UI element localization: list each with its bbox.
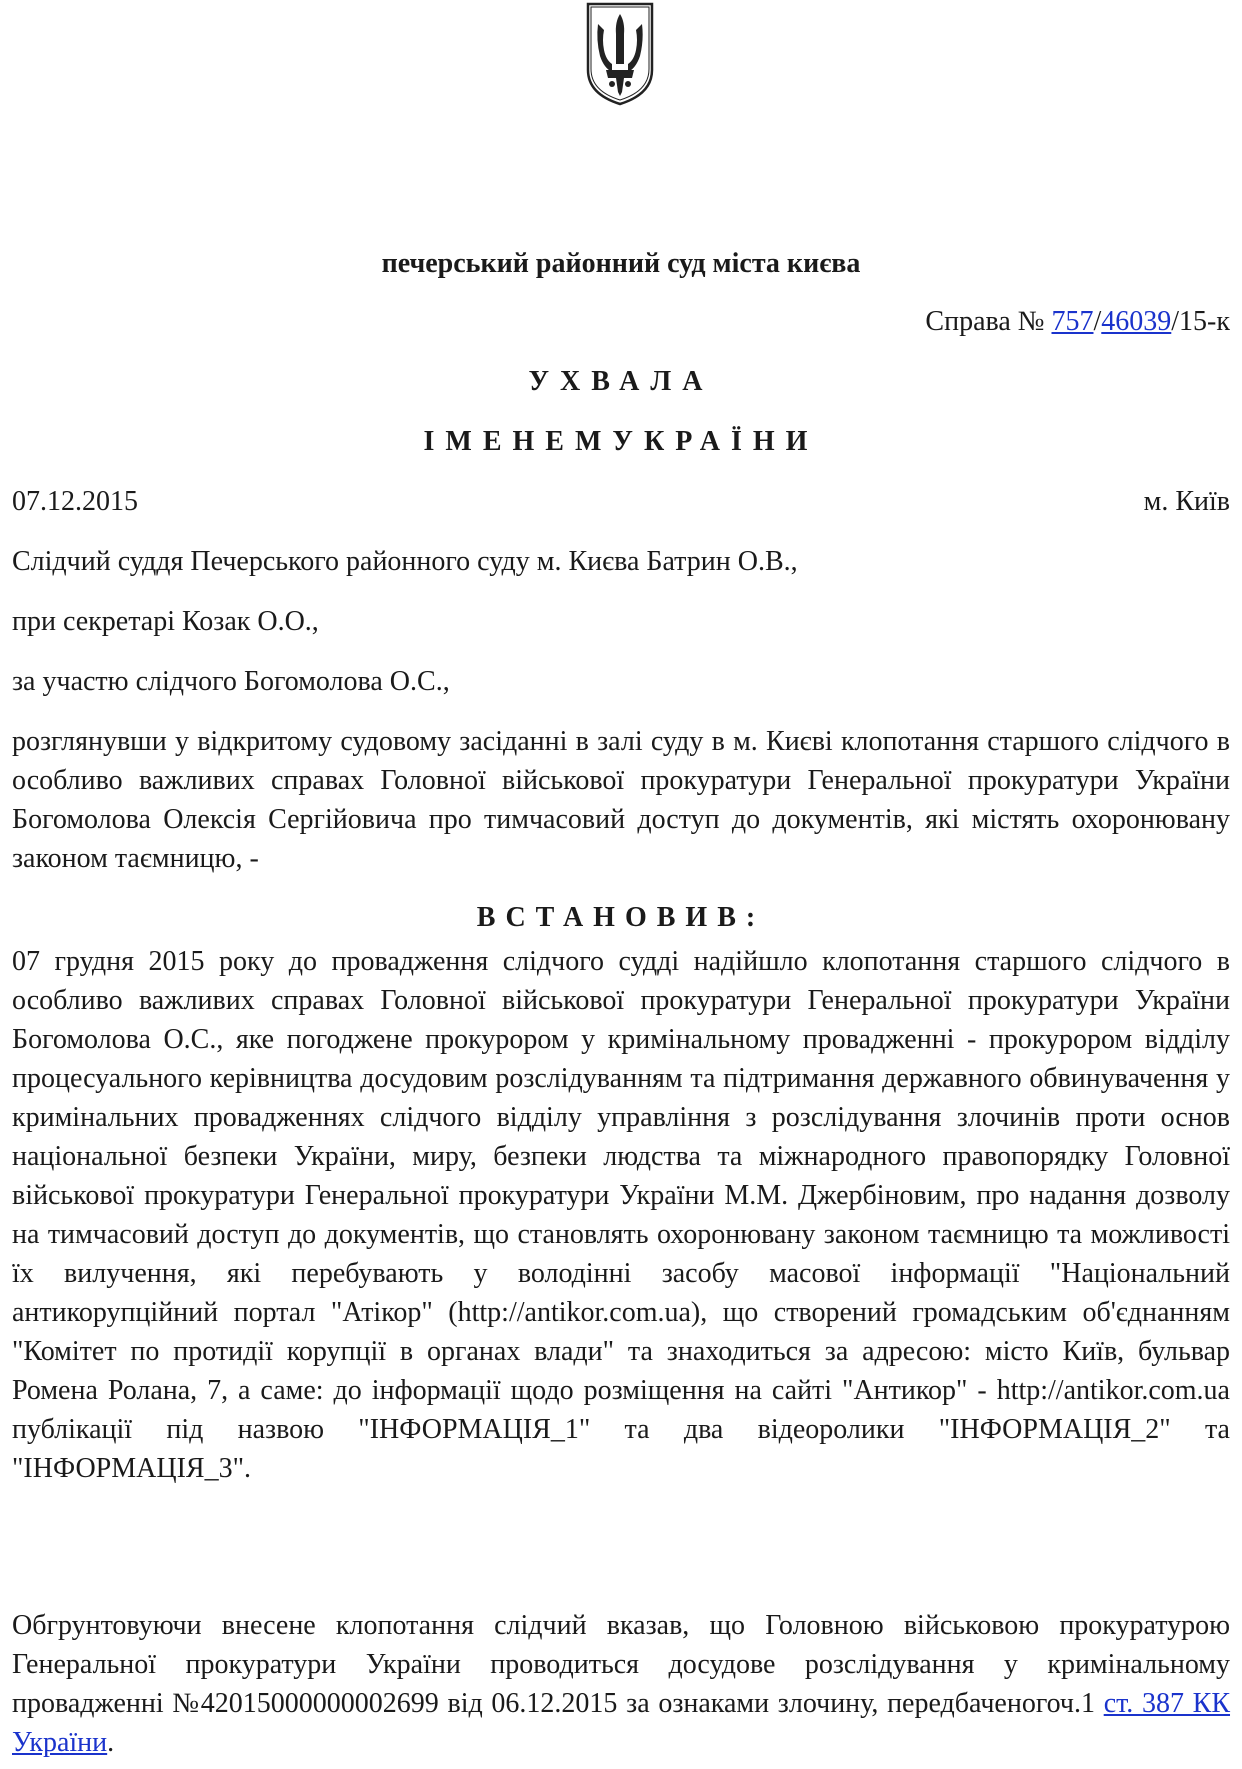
grounds-paragraph [12,1606,1230,1762]
secretary-line: при секретарі Козак О.О., [12,606,319,637]
grounds-text: Обгрунтовуючи внесене клопотання слідчий вказав, що Головною військовою прокуратурою Генеральної прокуратури України проводиться досудове розслідування у кримінальному провадженні №42015000000002699 від 06.12.2015 за ознаками злочину, передбаченогоч.1 [12,1610,1230,1719]
doc-subtitle: ІМЕНЕМУКРАЇНИ [423,426,819,457]
case-prefix: Справа № [925,306,1052,337]
judge-line: Слідчий суддя Печерського районного суду м. Києва Батрин О.В., [12,546,798,577]
court-name: печерський районний суд міста києва [381,248,861,279]
case-link-757[interactable]: 757 [1051,306,1094,337]
trident-coat-of-arms-icon [582,0,658,106]
case-slash: / [1093,306,1102,337]
investigator-line: за участю слідчого Богомолова О.С., [12,666,450,697]
body-paragraph: 07 грудня 2015 року до провадження слідчого судді надійшло клопотання старшого слідчого в особливо важливих справах Головної військової прокуратури Генеральної прокуратури України Богомолова О.С., яке погоджене прокурором у кримінальному провадженні - прокурором відділу процесуального керівництва досудовим розслідуванням та підтримання державного обвинувачення у кримінальних провадженнях слідчого відділу управління з розслідування злочинів проти основ національної безпеки України, миру, безпеки людства та міжнародного правопорядку Головної військової прокуратури Генеральної прокуратури України М.М. Джербіновим, про надання дозволу на тимчасовий доступ до документів, що становлять охоронювану законом таємницю та можливості їх вилучення, які перебувають у володінні засобу масової інформації "Національний антикорупційний портал "Атікор" (http://antikor.com.ua), що створений громадським об'єднанням "Комітет по протидії корупції в органах влади" та знаходиться за адресою: місто Київ, бульвар Ромена Ролана, 7, а саме: до інформації щодо розміщення на сайті "Антикор" - http://antikor.com.ua публікації під назвою "ІНФОРМАЦІЯ_1" та два відеоролики "ІНФОРМАЦІЯ_2" та "ІНФОРМАЦІЯ_3". [12,946,1230,1484]
article-387-link[interactable]: ст. 387 КК України [12,1688,1231,1758]
document-city: м. Київ [1143,486,1230,517]
grounds-end: . [107,1727,115,1758]
case-link-46039[interactable]: 46039 [1101,306,1172,337]
doc-title: УХВАЛА [528,366,714,397]
case-suffix: /15-к [1171,306,1230,337]
established-heading: ВСТАНОВИВ: [476,902,766,933]
intro-paragraph: розглянувши у відкритому судовому засіданні в залі суду в м. Києві клопотання старшого слідчого в особливо важливих справах Головної військової прокуратури Генеральної прокуратури України Богомолова Олексія Сергійовича про тимчасовий доступ до документів, які містять охоронювану законом таємницю, - [12,726,1230,874]
document-date: 07.12.2015 [12,486,138,517]
case-number [925,304,1230,340]
